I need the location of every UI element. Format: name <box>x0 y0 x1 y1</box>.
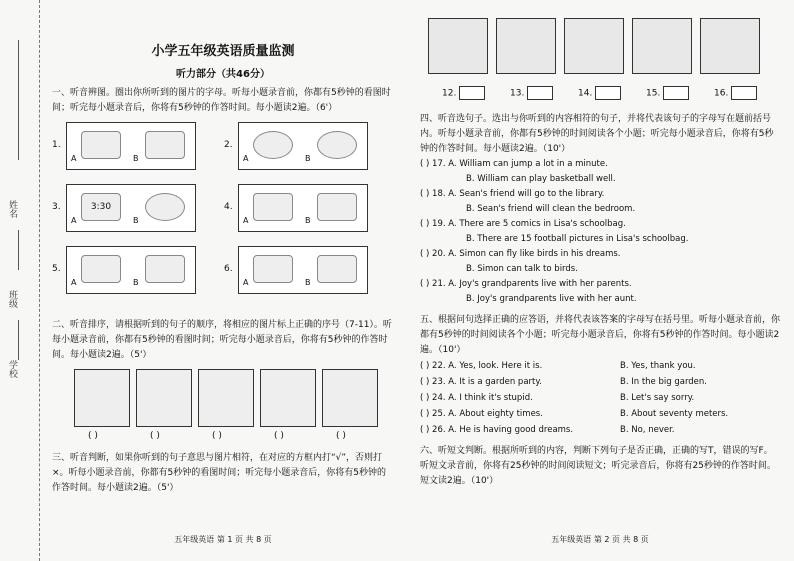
option-a[interactable]: A <box>71 216 77 225</box>
listening-subtitle: 听力部分（共46分） <box>176 69 270 80</box>
option-a[interactable]: A <box>243 278 249 287</box>
class-label: 班级 <box>7 290 17 308</box>
page-footer: 五年级英语 第 1 页 共 8 页 <box>174 535 272 544</box>
question-item[interactable]: ( ) 21. A. Joy's grandparents live with her parents. B. Joy's grandparents live with her aunt. <box>420 279 637 304</box>
binding-line <box>18 320 19 360</box>
scene-picture <box>74 369 130 427</box>
item-number: 2. <box>224 140 233 150</box>
question-item[interactable]: ( ) 23. A. It is a garden party. B. In the big garden. <box>420 377 708 387</box>
section-6-instructions: 六、听短文判断。根据所听到的内容，判断下列句子是否正确，正确的写T，错误的写F。听短文录音前，你将有25秒钟的时间阅读短文；听完录音后，你将有25秒钟的作答时间。短文读2遍。（10'） <box>420 446 776 486</box>
answer-blank[interactable]: ( ) <box>336 431 346 441</box>
scene-picture <box>632 18 692 74</box>
option-a[interactable]: A <box>243 216 249 225</box>
picture-b <box>145 131 185 159</box>
answer-box[interactable]: 16. <box>714 86 757 100</box>
answer-blank[interactable]: ( ) <box>150 431 160 441</box>
answer-boxes <box>420 84 780 104</box>
question-item[interactable]: ( ) 19. A. There are 5 comics in Lisa's schoolbag. B. There are 15 football pictures in Lisa's schoolbag. <box>420 219 689 244</box>
picture-pair-1 <box>66 122 196 170</box>
scene-picture <box>564 18 624 74</box>
digital-clock-icon: 3:30 <box>81 193 121 221</box>
option-b[interactable]: B <box>133 216 139 225</box>
question-item[interactable]: ( ) 26. A. He is having good dreams. B. No, never. <box>420 425 675 435</box>
answer-blank[interactable]: ( ) <box>212 431 222 441</box>
item-number: 6. <box>224 264 233 274</box>
item-number: 4. <box>224 202 233 212</box>
picture-b <box>317 193 357 221</box>
question-item[interactable]: ( ) 25. A. About eighty times. B. About seventy meters. <box>420 409 729 419</box>
section-1-instructions: 一、听音辨图。圈出你所听到的图片的字母。听每小题录音前，你都有5秒钟的看图时间；听完每小题录音后，你将有5秒钟的作答时间。每小题读2遍。（6'） <box>52 88 391 113</box>
section-5-items <box>420 358 780 438</box>
answer-blank[interactable]: ( ) <box>274 431 284 441</box>
scene-picture <box>322 369 378 427</box>
option-b[interactable]: B <box>133 154 139 163</box>
question-item[interactable]: ( ) 24. A. I think it's stupid. B. Let's say sorry. <box>420 393 695 403</box>
section-4-instructions: 四、听音选句子。选出与你听到的内容相符的句子，并将代表该句子的字母写在题前括号内。听每小题录音前，你都有5秒钟的时间阅读各个小题；听完每小题录音后，你将有5秒钟的作答时间。每小题读2遍。（10'） <box>420 114 774 154</box>
picture-pair-4 <box>238 184 368 232</box>
picture-pair-2 <box>238 122 368 170</box>
scene-picture <box>136 369 192 427</box>
picture-a <box>253 255 293 283</box>
analog-clock-icon <box>145 193 185 221</box>
scene-picture <box>428 18 488 74</box>
option-a[interactable]: A <box>71 278 77 287</box>
scene-picture <box>700 18 760 74</box>
option-a[interactable]: A <box>71 154 77 163</box>
picture-b <box>145 255 185 283</box>
binding-margin <box>0 0 40 561</box>
scene-picture <box>496 18 556 74</box>
question-item[interactable]: ( ) 18. A. Sean's friend will go to the library. B. Sean's friend will clean the bedroom. <box>420 189 636 214</box>
picture-choice-grid <box>52 122 394 312</box>
exam-title: 小学五年级英语质量监测 <box>151 44 295 59</box>
section-4-items <box>420 157 780 307</box>
picture-pair-5 <box>66 246 196 294</box>
item-number: 3. <box>52 202 61 212</box>
section-3-instructions: 三、听音判断，如果你听到的句子意思与图片相符，在对应的方框内打“√”，否则打×。听每小题录音前，你都有5秒钟的看图时间；听完每小题录音后，你将有5秒钟的作答时间。每小题读2遍。（5'） <box>52 453 386 493</box>
picture-a <box>81 131 121 159</box>
answer-box[interactable]: 15. <box>646 86 689 100</box>
picture-b <box>317 131 357 159</box>
page-footer: 五年级英语 第 2 页 共 8 页 <box>551 535 649 544</box>
picture-a <box>253 193 293 221</box>
school-label: 学校 <box>7 360 17 378</box>
picture-b <box>317 255 357 283</box>
item-number: 5. <box>52 264 61 274</box>
answer-box[interactable]: 12. <box>442 86 485 100</box>
option-b[interactable]: B <box>305 278 311 287</box>
picture-a <box>81 255 121 283</box>
item-number: 1. <box>52 140 61 150</box>
option-a[interactable]: A <box>243 154 249 163</box>
answer-blank[interactable]: ( ) <box>88 431 98 441</box>
section-5-instructions: 五、根据问句选择正确的应答语，并将代表该答案的字母写在括号里。听每小题录音前，你都有5秒钟的时间阅读各个小题；听完每小题录音后，你将有5秒钟的作答时间。每小题读2遍。（10'） <box>420 315 781 355</box>
option-b[interactable]: B <box>305 216 311 225</box>
answer-box[interactable]: 14. <box>578 86 621 100</box>
question-item[interactable]: ( ) 22. A. Yes, look. Here it is. B. Yes, thank you. <box>420 361 696 371</box>
judgement-pictures <box>420 18 780 80</box>
binding-line <box>18 230 19 270</box>
picture-pair-3 <box>66 184 196 232</box>
page-2 <box>420 18 780 545</box>
picture-a <box>253 131 293 159</box>
question-item[interactable]: ( ) 17. A. William can jump a lot in a minute. B. William can play basketball well. <box>420 159 616 184</box>
picture-pair-6 <box>238 246 368 294</box>
binding-line <box>18 40 19 160</box>
name-label: 姓名 <box>7 200 17 218</box>
option-b[interactable]: B <box>133 278 139 287</box>
question-item[interactable]: ( ) 20. A. Simon can fly like birds in his dreams. B. Simon can talk to birds. <box>420 249 621 274</box>
page-1 <box>52 30 394 545</box>
section-2-instructions: 二、听音排序，请根据听到的句子的顺序，将相应的图片标上正确的序号（7-11）。听每小题录音前，你都有5秒钟的看图时间；听完每小题录音后，你将有5秒钟的作答时间。每小题读2遍。（5'） <box>52 320 392 360</box>
ordering-pictures <box>52 369 394 431</box>
answer-box[interactable]: 13. <box>510 86 553 100</box>
scene-picture <box>260 369 316 427</box>
scene-picture <box>198 369 254 427</box>
option-b[interactable]: B <box>305 154 311 163</box>
